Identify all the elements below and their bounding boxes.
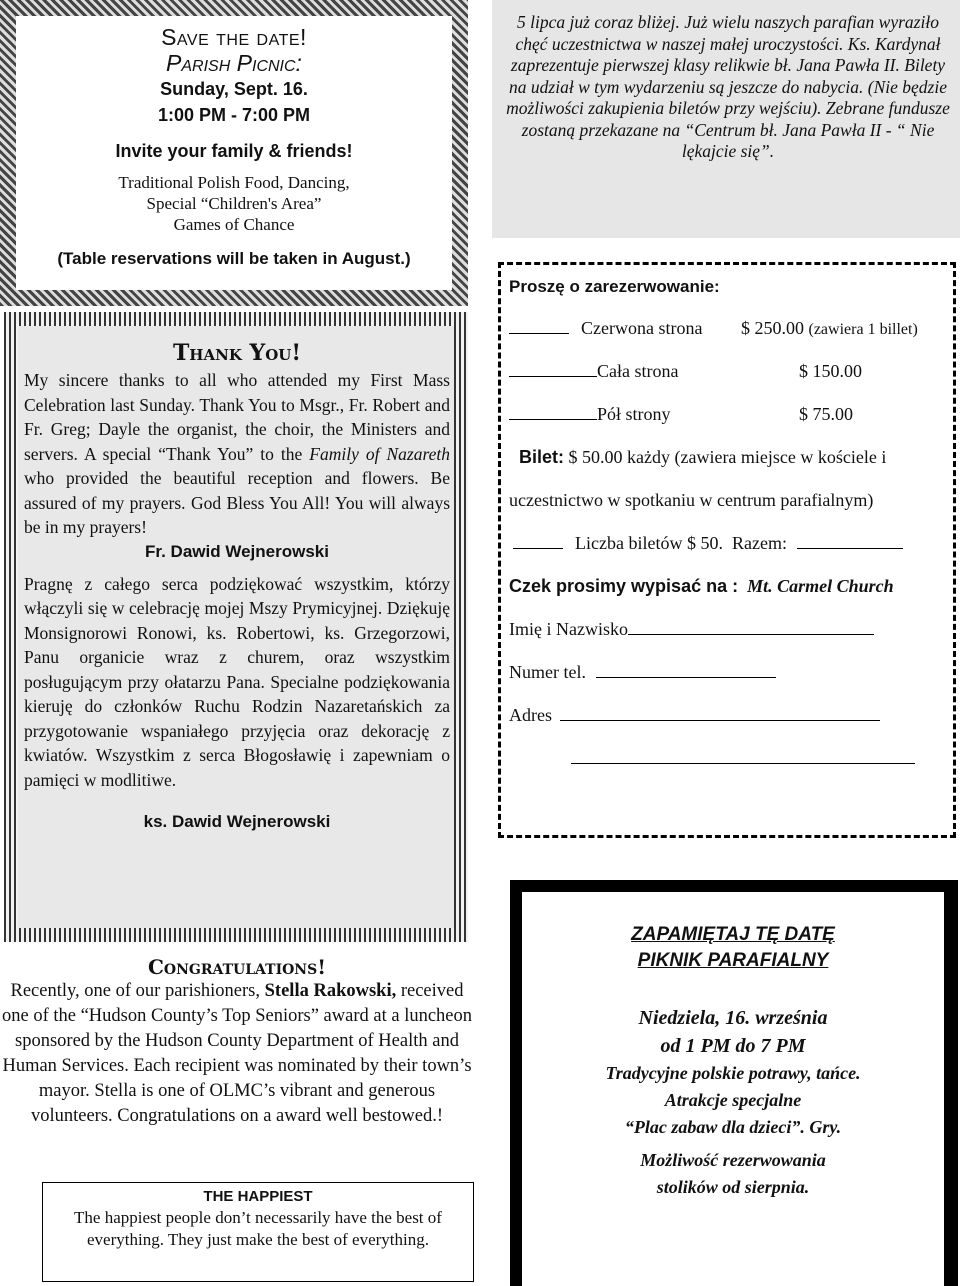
check-row [509,565,945,608]
zapamietaj-line-1: Tradycyjne polskie potrawy, tańce. [605,1063,861,1083]
total-blank[interactable] [797,535,903,549]
zapamietaj-title-2: PIKNIK PARAFIALNY [637,950,829,971]
thank-you-title: Thank You! [172,340,302,366]
full-page-price: $ 150.00 [799,361,862,381]
save-date-invite: Invite your family & friends! [115,141,353,161]
save-date-time: 1:00 PM - 7:00 PM [157,105,311,125]
name-label: Imię i Nazwisko [509,619,628,639]
save-date-line-2: Special “Children's Area” [146,194,322,213]
ticket-count-blank[interactable] [513,535,563,549]
zapamietaj-time: od 1 PM do 7 PM [660,1035,806,1057]
thank-you-signature-polish: ks. Dawid Wejnerowski [143,812,331,831]
full-page-label: Cała strona [597,361,679,381]
address-field-2[interactable] [571,750,915,764]
address-row-2 [509,737,945,780]
congratulations-section [0,955,474,1129]
half-page-row [509,393,945,436]
half-page-price: $ 75.00 [799,404,853,424]
congratulations-text [0,979,474,1129]
save-date-line-3: Games of Chance [173,215,295,234]
ticket-text: $ 50.00 każdy (zawiera miejsce w kościele i [564,447,887,467]
total-label: Razem: [731,533,787,553]
thank-you-english-text [24,368,450,540]
honoree-name: Stella Rakowski, [264,981,397,1001]
congrats-text-part: Recently, one of our parishioners, [10,981,265,1001]
address-label: Adres [509,705,552,725]
zapamietaj-line-2: Atrakcje specjalne [664,1090,802,1110]
zapamietaj-title-1: ZAPAMIĘTAJ TĘ DATĘ [631,924,835,945]
save-date-reservations: (Table reservations will be taken in August.) [57,249,411,268]
congratulations-title: Congratulations! [147,955,326,979]
ticket-count-label: Liczba biletów $ 50. [575,533,723,553]
check-label: Czek prosimy wypisać na : [509,576,739,596]
zapamietaj-line-4: Możliwość rezerwowania [640,1150,826,1170]
polish-notice-box [492,0,960,238]
family-of-nazareth: Family of Nazareth [309,443,450,464]
thank-you-signature-english: Fr. Dawid Wejnerowski [145,541,329,561]
red-page-note: (zawiera 1 billet) [808,321,918,338]
happiest-box [42,1182,474,1282]
reservation-form [498,262,956,838]
full-page-row [509,350,945,393]
happiest-text: The happiest people don’t necessarily have the best of everything. They just make the best of everything. [74,1208,442,1249]
red-page-price: $ 250.00 [741,318,804,338]
save-the-date-box [0,0,468,306]
check-payee: Mt. Carmel Church [747,576,894,596]
thank-you-text-part: who provided the beautiful reception and flowers. Be assured of my prayers. God Bless You All! You will always be in my prayers! [24,468,450,537]
red-page-label: Czerwona strona [581,318,703,338]
phone-label: Numer tel. [509,662,586,682]
red-page-blank[interactable] [509,320,569,334]
ticket-count-row [509,522,945,565]
red-page-row [509,307,945,350]
name-field[interactable] [628,621,874,635]
save-date-subtitle: Parish Picnic: [166,50,302,76]
address-field[interactable] [560,707,880,721]
ticket-label: Bilet: [519,447,564,467]
name-row [509,608,945,651]
half-page-blank[interactable] [509,406,597,420]
address-row [509,694,945,737]
thank-you-polish-text: Pragnę z całego serca podziękować wszystkim, którzy włączyli się w celebrację mojej Mszy Prymicyjnej. Dziękuję Monsignorowi Ronowi, ks. Robertowi, ks. Grzegorzowi, Panu organicie wraz z churem, oraz wszystkim posługującym przy ołatarzu Pana. Specialne podziękowania kieruję do członków Ruchu Rodzin Nazaretańskich za przygotowanie wspaniałego przyjęcia oraz dekorację z kwiatów. Wszystkim z serca Błogosławię i zapewniam o pamięci w modlitiwe. [24,573,450,790]
reservation-heading: Proszę o zarezerwowanie: [509,277,720,296]
phone-row [509,651,945,694]
polish-notice-text: 5 lipca już coraz bliżej. Już wielu naszych parafian wyraziło chęć uczestnictwa w naszej małej uroczystości. Ks. Kardynał zaprezentuje pierwszej klasy relikwie bł. Jana Pawła II. Bilety na udział w tym wydarzeniu są jeszcze do nabycia. (Nie będzie możliwości zakupienia biletów przy wejściu). Zebrane fundusze zostaną przekazane na “Centrum bł. Jana Pawła II - “ Nie lękajcie się”. [506,12,950,161]
red-page-price-wrap [741,307,918,351]
zapamietaj-line-5: stolików od sierpnia. [656,1177,810,1197]
congrats-text-part: received one of the “Hudson County’s Top Seniors” award at a luncheon sponsored by the Hudson County Department of Health and Human Services. Each recipient was nominated by their town’s mayor. Stella is one of OLMC’s vibrant and generous volunteers. Congratulations on a award well bestowed.! [1,981,472,1126]
zapamietaj-line-3: “Plac zabaw dla dzieci”. Gry. [624,1117,842,1137]
half-page-label: Pół strony [597,404,671,424]
save-date-title: Save the date! [161,24,307,50]
happiest-title: THE HAPPIEST [203,1188,313,1205]
phone-field[interactable] [596,664,776,678]
ticket-row [509,436,945,479]
save-date-date: Sunday, Sept. 16. [160,79,308,99]
thank-you-text-part: My sincere thanks to all who attended my First Mass Celebration last Sunday. Thank You to Msgr., Fr. Robert and Fr. Greg; Dayle the organist, the choir, the Ministers and servers. A special “Thank You” to the [24,370,450,464]
full-page-blank[interactable] [509,363,597,377]
zapamietaj-date: Niedziela, 16. września [638,1007,828,1029]
thank-you-box [4,312,468,942]
zapamietaj-box [510,880,958,1286]
ticket-row-2: uczestnictwo w spotkaniu w centrum parafialnym) [509,490,874,510]
save-date-line-1: Traditional Polish Food, Dancing, [118,173,350,192]
